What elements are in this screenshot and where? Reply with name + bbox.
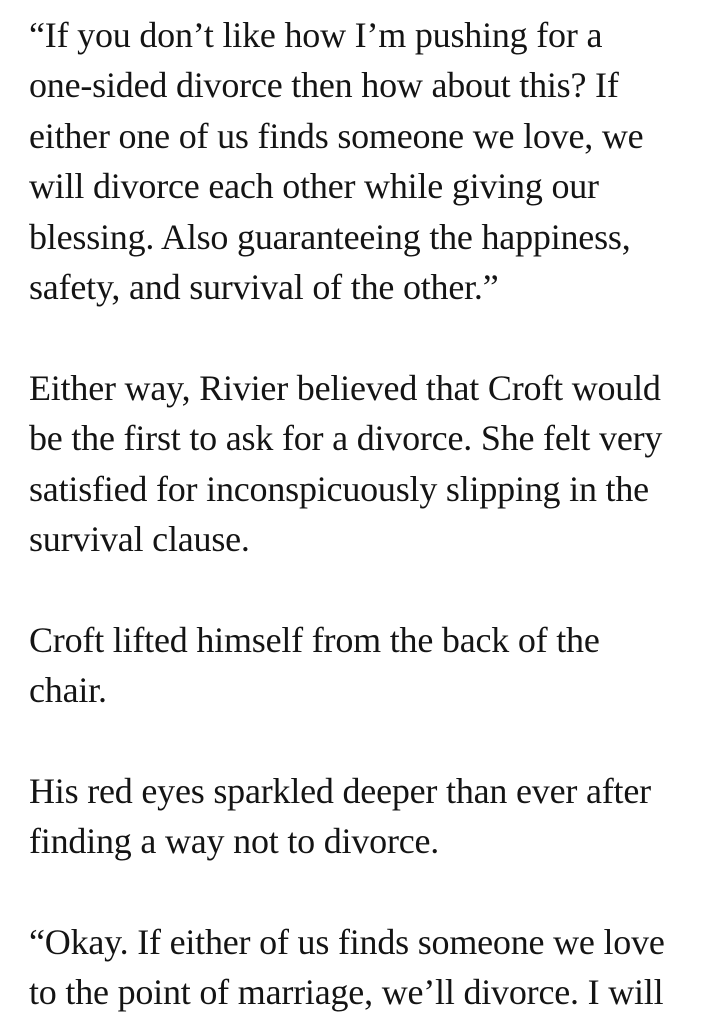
paragraph-gap <box>29 312 699 362</box>
text-line: be the first to ask for a divorce. She felt very <box>29 418 663 459</box>
paragraph-gap <box>29 867 699 917</box>
text-line: will divorce each other while giving our <box>29 166 599 207</box>
text-line: satisfied for inconspicuously slipping in the <box>29 468 649 509</box>
text-line: blessing. Also guaranteeing the happiness, <box>29 216 631 257</box>
story-text <box>29 10 699 1018</box>
paragraph-5 <box>29 917 699 1018</box>
text-line: chair. <box>29 670 107 711</box>
text-line: His red eyes sparkled deeper than ever after <box>29 770 651 811</box>
paragraph-1 <box>29 10 699 312</box>
text-line: to the point of marriage, we’ll divorce. I will <box>29 972 664 1013</box>
paragraph-2 <box>29 363 699 565</box>
text-line: finding a way not to divorce. <box>29 821 440 862</box>
text-line: one-sided divorce then how about this? If <box>29 65 619 106</box>
text-line: “Okay. If either of us finds someone we love <box>29 922 665 963</box>
text-line: Croft lifted himself from the back of the <box>29 619 600 660</box>
paragraph-4 <box>29 766 699 867</box>
paragraph-gap <box>29 715 699 765</box>
paragraph-3 <box>29 615 699 716</box>
text-line: either one of us finds someone we love, we <box>29 115 644 156</box>
text-line: survival clause. <box>29 518 250 559</box>
text-line: “If you don’t like how I’m pushing for a <box>29 15 603 55</box>
paragraph-gap <box>29 564 699 614</box>
text-line: safety, and survival of the other.” <box>29 266 499 307</box>
text-line: Either way, Rivier believed that Croft would <box>29 367 661 408</box>
